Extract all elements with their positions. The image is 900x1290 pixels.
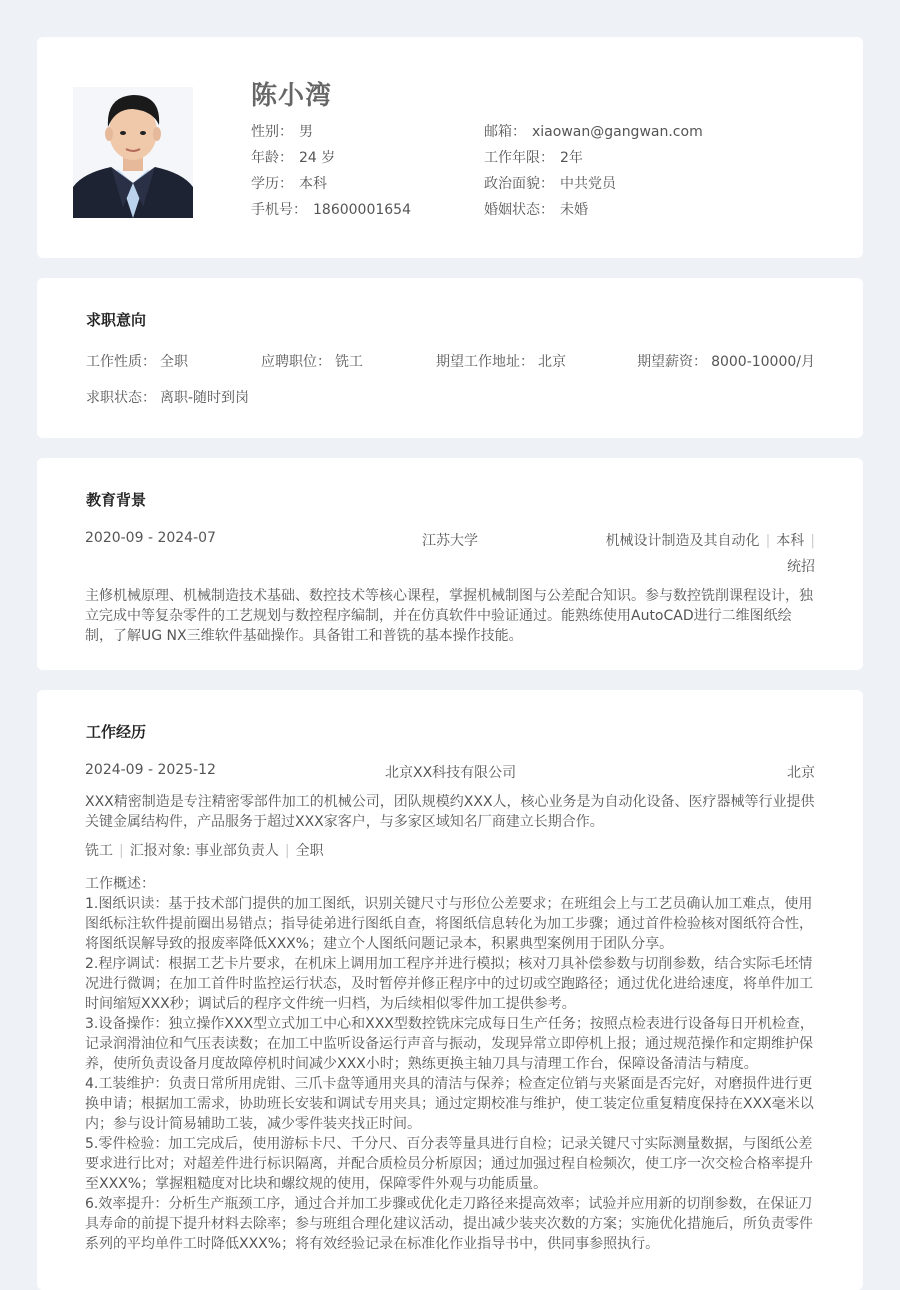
email-row: 邮箱： xiaowan@gangwan.com	[484, 124, 703, 140]
profile-photo	[73, 87, 193, 218]
work-details: 工作概述： 1.图纸识读：基于技术部门提供的加工图纸，识别关键尺寸与形位公差要求；在班组会上与工艺员确认加工难点，使用 图纸标注软件提前圈出易错点；指导徒弟进行图纸自查，将图纸信息转化为加工步骤；通过首件检验核对图纸符合性， 将图纸误解导致的报废率降低XXX%；建立个人图纸问题记录本，积累典型案例用于团队分享。 2.程序调试：根据工艺卡片要求，在机床上调用加工程序并进行模拟；核对刀具补偿参数与切削参数，结合实际毛坯情 况进行微调；在加工首件时监控运行状态，及时暂停并修正程序中的过切或空跑路径；通过优化进给速度，将单件加工 时间缩短XXX秒；调试后的程序文件统一归档，为后续相似零件加工提供参考。 3.设备操作：独立操作XXX型立式加工中心和XXX型数控铣床完成每日生产任务；按照点检表进行设备每日开机检查， 记录润滑油位和气压表读数；在加工中监听设备运行声音与振动，发现异常立即停机上报；通过规范操作和定期维护保 养，使所负责设备月度故障停机时间减少XXX小时；熟练更换主轴刀具与清理工作台，保障设备清洁与精度。 4.工装维护：负责日常所用虎钳、三爪卡盘等通用夹具的清洁与保养；检查定位销与夹紧面是否完好，对磨损件进行更 换申请；根据加工需求，协助班长安装和调试专用夹具；通过定期校准与维护，使工装定位重复精度保持在XXX毫米以 内；参与设计简易辅助工装，减少零件装夹找正时间。 5.零件检验：加工完成后，使用游标卡尺、千分尺、百分表等量具进行自检；记录关键尺寸实际测量数据，与图纸公差 要求进行比对；对超差件进行标识隔离，并配合质检员分析原因；通过加强过程自检频次，使工序一次交检合格率提升 至XXX%；掌握粗糙度对比块和螺纹规的使用，保障零件外观与功能质量。 6.效率提升：分析生产瓶颈工序，通过合并加工步骤或优化走刀路径来提高效率；试验并应用新的切削参数，在保证刀 具寿命的前提下提升材料去除率；参与班组合理化建议活动，提出减少装夹次数的方案；实施优化措施后，所负责零件 系列的平均单件工时降低XXX%；将有效经验记录在标准化作业指导书中，供同事参照执行。	[85, 876, 814, 1252]
basic-info	[251, 119, 771, 223]
section-title: 教育背景	[86, 491, 147, 509]
education-description: 主修机械原理、机械制造技术基础、数控技术等核心课程，掌握机械制图与公差配合知识。参与数控铣削课程设计，独 立完成中等复杂零件的工艺规划与数控程序编制，并在仿真软件中验证通过。能熟练使用AutoCAD进行二维图纸绘 制，了解UG NX三维软件基础操作。具备钳工和普铣的基本操作技能。	[85, 588, 813, 644]
major-degree: 机械设计制造及其自动化 | 本科 |	[605, 533, 815, 549]
education-card	[37, 458, 863, 670]
education-level-row: 学历： 本科	[251, 176, 327, 192]
desired-position: 应聘职位： 铣工	[261, 354, 363, 370]
marital-status-row: 婚姻状态： 未婚	[484, 202, 588, 218]
desired-location: 期望工作地址： 北京	[436, 354, 566, 370]
phone-row: 手机号： 18600001654	[251, 202, 411, 218]
company-description: XXX精密制造是专注精密零部件加工的机械公司，团队规模约XXX人，核心业务是为自动化设备、医疗器械等行业提供 关键金属结构件，产品服务于超过XXX家客户，与多家区域知名厂商建立长期合作。	[85, 794, 815, 830]
education-period: 2020-09 - 2024-07	[85, 530, 216, 546]
gender-row: 性别： 男	[251, 124, 313, 140]
role-info: 铣工 | 汇报对象: 事业部负责人 | 全职	[85, 843, 324, 859]
work-period: 2024-09 - 2025-12	[85, 762, 216, 778]
school-name: 江苏大学	[422, 533, 478, 549]
section-title: 求职意向	[86, 311, 147, 329]
job-status: 求职状态： 离职-随时到岗	[86, 390, 250, 406]
job-intent-card	[37, 278, 863, 438]
work-years-row: 工作年限： 2年	[484, 150, 583, 166]
age-row: 年龄： 24 岁	[251, 150, 336, 166]
section-title: 工作经历	[86, 723, 147, 741]
candidate-name: 陈小湾	[251, 81, 333, 111]
profile-card	[37, 37, 863, 258]
work-experience-card	[37, 690, 863, 1290]
enrollment-mode: 统招	[787, 559, 815, 575]
desired-salary: 期望薪资： 8000-10000/月	[637, 354, 815, 370]
company-name: 北京XX科技有限公司	[385, 765, 517, 781]
work-city: 北京	[787, 765, 815, 781]
political-status-row: 政治面貌： 中共党员	[484, 176, 616, 192]
job-type: 工作性质： 全职	[86, 354, 188, 370]
